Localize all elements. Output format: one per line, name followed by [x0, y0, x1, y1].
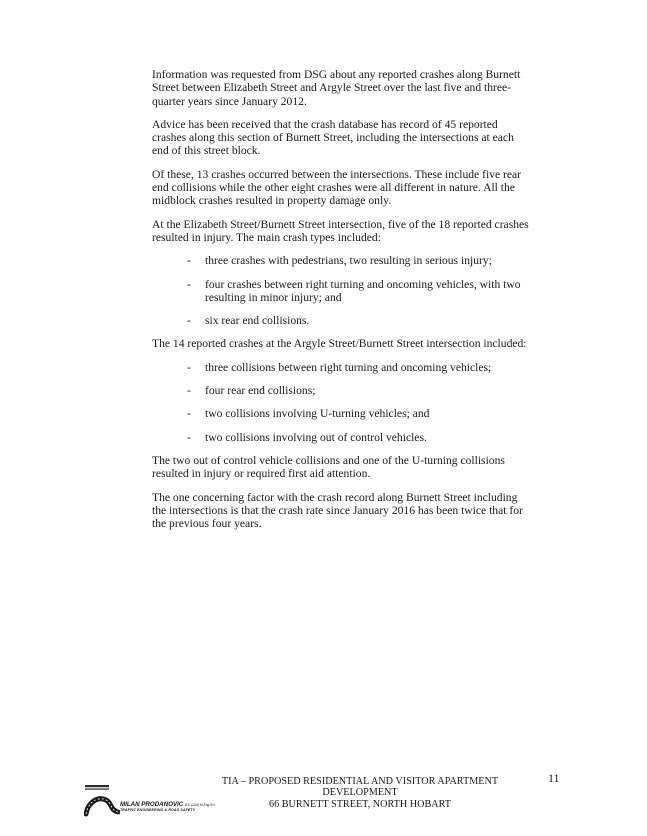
list-item — [152, 407, 532, 420]
list-item — [152, 384, 532, 397]
bullet-dash: - — [187, 384, 191, 398]
argyle-crash-list — [152, 361, 532, 444]
logo-company-name: MILAN PRODANOVIC — [120, 801, 184, 808]
bullet-dash: - — [187, 407, 191, 421]
road-curve-logo-icon — [84, 784, 120, 820]
paragraph-crash-rate: The one concerning factor with the crash record along Burnett Street including the intersections is that the crash rate since January 2016 has been twice that for the previous four years. — [152, 490, 523, 531]
paragraph-info-request: Information was requested from DSG about any reported crashes along Burnett Street between Elizabeth Street and Argyle Street over the last five and three-quarter years since January 2012. — [152, 68, 521, 108]
paragraph-midblock-crashes: Of these, 13 crashes occurred between the intersections. These include five rear end collisions while the other eight crashes were all different in nature. All the midblock crashes resulted in property damage only. — [152, 167, 522, 208]
list-item-text: two collisions involving U-turning vehicles; and — [205, 407, 430, 421]
list-item-text: four rear end collisions; — [205, 384, 316, 398]
footer-line-2: DEVELOPMENT — [322, 787, 398, 799]
paragraph-argyle-intersection: The 14 reported crashes at the Argyle Street/Burnett Street intersection included: — [152, 337, 527, 351]
paragraph-injury-summary: The two out of control vehicle collisions and one of the U-turning collisions resulted in injury or required first aid attention. — [152, 453, 505, 481]
list-item-text: two collisions involving out of control vehicles. — [205, 430, 427, 444]
bullet-dash: - — [187, 360, 191, 374]
paragraph-elizabeth-intersection: At the Elizabeth Street/Burnett Street intersection, five of the 18 reported crashes resulted in injury. The main crash types included: — [152, 217, 529, 244]
bullet-dash: - — [187, 314, 191, 328]
list-item-text: three collisions between right turning and oncoming vehicles; — [205, 360, 492, 374]
footer-line-3: 66 BURNETT STREET, NORTH HOBART — [268, 798, 452, 810]
bullet-dash: - — [187, 277, 191, 291]
footer-line-1: TIA – PROPOSED RESIDENTIAL AND VISITOR APARTMENT — [221, 776, 499, 787]
logo-credentials: B.E.(Civil) M.Eng.Sci. — [184, 803, 216, 807]
elizabeth-crash-list — [152, 254, 532, 327]
list-item — [152, 361, 532, 374]
bullet-dash: - — [187, 430, 191, 444]
list-item — [152, 431, 532, 444]
list-item-text: four crashes between right turning and oncoming vehicles, with two resulting in minor injury; and — [205, 277, 521, 304]
paragraph-crash-database: Advice has been received that the crash database has record of 45 reported crashes along this section of Burnett Street, including the intersections at each end of this street block. — [152, 117, 514, 158]
list-item — [152, 314, 532, 327]
list-item-text: six rear end collisions. — [205, 314, 310, 328]
bullet-dash: - — [187, 254, 191, 268]
logo-tagline: TRAFFIC ENGINEERING & ROAD SAFETY — [120, 808, 196, 812]
document-body — [152, 68, 532, 540]
page-number: 11 — [548, 771, 560, 785]
list-item — [152, 278, 532, 305]
list-item-text: three crashes with pedestrians, two resulting in serious injury; — [205, 254, 492, 268]
list-item — [152, 254, 532, 267]
page-footer — [190, 776, 530, 810]
